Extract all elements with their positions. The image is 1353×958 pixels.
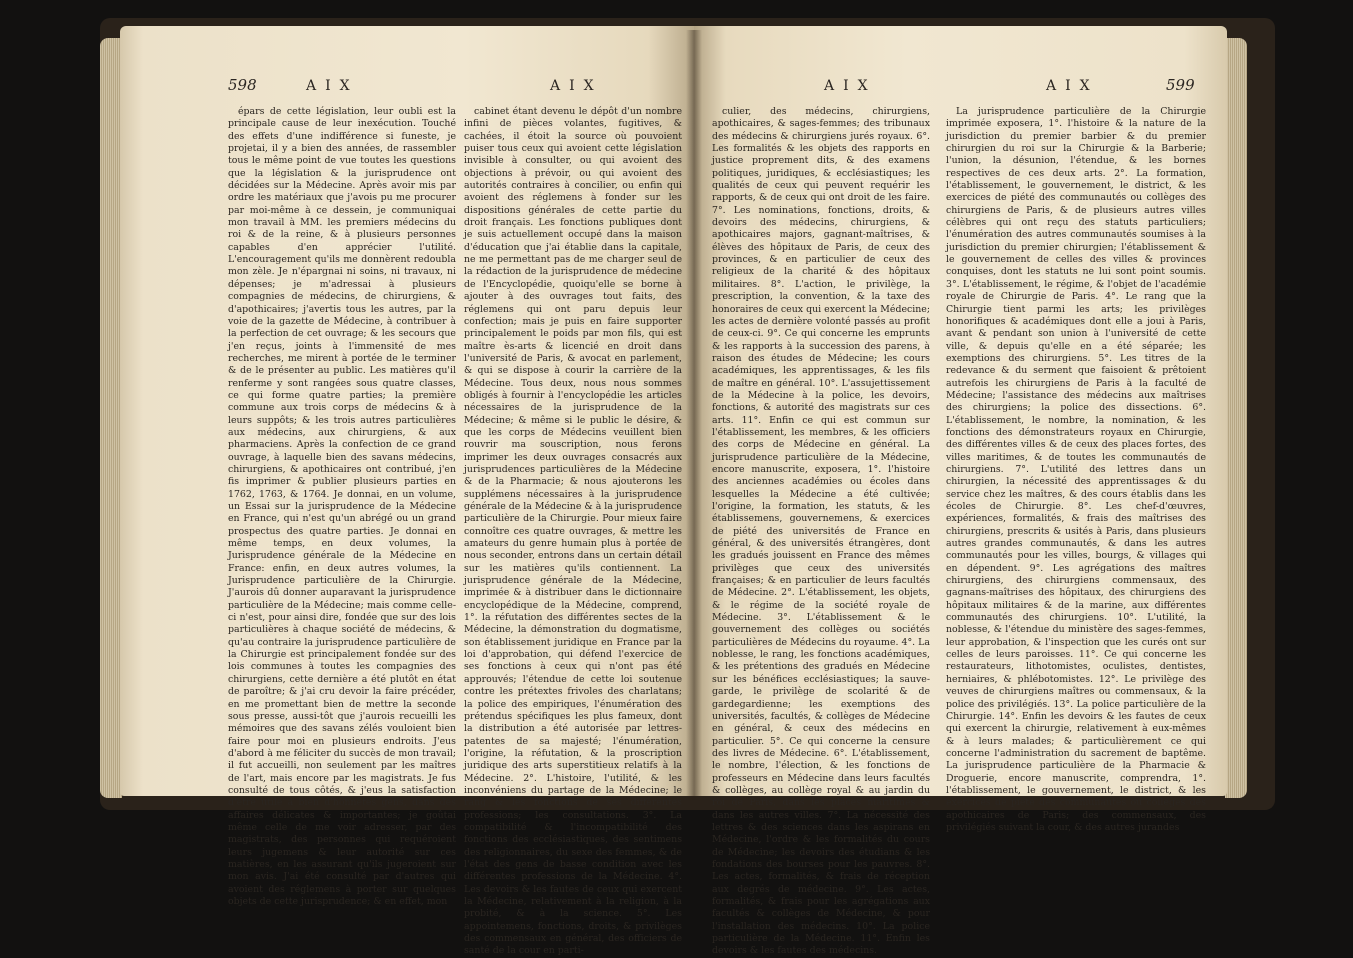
right-column-2 bbox=[946, 106, 1206, 833]
left-column-2-text: cabinet étant devenu le dépôt d'un nombre infini de pièces volantes, fugitives, & cachées, il étoit la source où pouvoient puiser tous ceux qui avoient cette législation invisible à consulter, ou qui avoient des objections à prévoir, ou qui avoient des autorités contraires à concilier, ou enfin qui avoient des réglemens à fonder sur les dispositions générales de cette partie du droit français. Les fonctions publiques dont je suis actuellement occupé dans la maison d'éducation que j'ai établie dans la capitale, ne me permettant pas de me charger seul de la rédaction de la jurisprudence de médecine de l'Encyclopédie, quoiqu'elle se borne à ajouter à des ouvrages tout faits, des réglemens qui ont paru depuis leur confection; mais je puis en faire supporter principalement le poids par mon fils, qui est maître ès-arts & licencié en droit dans l'université de Paris, & avocat en parlement, & qui se dispose à courir la carrière de la Médecine. Tous deux, nous nous sommes obligés à fournir à l'encyclopédie les articles nécessaires de la jurisprudence de la Médecine; & même si le public le désire, & que les corps de Médecins veuillent bien rouvrir ma souscription, nous ferons imprimer les deux ouvrages consacrés aux jurisprudences particulières de la Médecine & de la Pharmacie; & nous ajouterons les supplémens nécessaires à la jurisprudence générale de la Médecine & à la jurisprudence particulière de la Chirurgie. Pour mieux faire connoître ces quatre ouvrages, & mettre les amateurs du genre humain plus à portée de nous seconder, entrons dans un certain détail sur les matières qu'ils contiennent. La jurisprudence générale de la Médecine, imprimée & à distribuer dans le dictionnaire encyclopédique de la Médecine, comprend, 1°. la réfutation des différentes sectes de la Médecine, la démonstration du dogmatisme, son établissement juridique en France par la loi d'approbation, qui défend l'exercice de ses fonctions à ceux qui n'ont pas été approuvés; l'étendue de cette loi soutenue contre les prétextes frivoles des charlatans; la police des empiriques, l'énumération des prétendus spécifiques les plus fameux, dont la distribution a été autorisée par lettres-patentes de sa majesté; l'énumération, l'origine, la réfutation, & la proscription juridique des arts superstitieux relatifs à la Médecine. 2°. L'histoire, l'utilité, & les inconvéniens du partage de la Médecine; le rang & les fonctions de ses différentes professions; les consultations. 3°. La compatibilité & l'incompatibilité des fonctions des ecclésiastiques, des sentimens des religionnaires, du sexe des femmes, & de l'état des gens de basse condition avec les différentes professions de la Médecine. 4°. Les devoirs & les fautes de ceux qui exercent la Médecine, relativement à la religion, à la probité, & à la science. 5°. Les appointemens, fonctions, droits, & privilèges des commensaux en général, des officiers de santé de la cour en parti- bbox=[464, 106, 682, 957]
left-running-head-2: AIX bbox=[550, 78, 603, 94]
left-column-1 bbox=[228, 106, 456, 907]
left-page-edges bbox=[100, 38, 122, 798]
book-gutter bbox=[686, 30, 702, 800]
right-column-1 bbox=[712, 106, 930, 957]
right-column-1-text: culier, des médecins, chirurgiens, apothicaires, & sages-femmes; des tribunaux des médecins & chirurgiens jurés royaux. 6°. Les formalités & les objets des rapports en justice proprement dits, & des examens politiques, juridiques, & ecclésiastiques; les qualités de ceux qui peuvent requérir les rapports, & de ceux qui ont droit de les faire. 7°. Les nominations, fonctions, droits, & devoirs des médecins, chirurgiens, & apothicaires majors, gagnant-maîtrises, & élèves des hôpitaux de Paris, de ceux des provinces, & en particulier de ceux des religieux de la charité & des hôpitaux militaires. 8°. L'action, le privilège, la prescription, la convention, & la taxe des honoraires de ceux qui exercent la Médecine; les actes de dernière volonté passés au profit de ceux-ci. 9°. Ce qui concerne les emprunts & les rapports à la succession des parens, à raison des études de Médecine; les cours académiques, les apprentissages, & les fils de maître en général. 10°. L'assujettissement de la Médecine à la police, les devoirs, fonctions, & autorité des magistrats sur ces arts. 11°. Enfin ce qui est commun sur l'établissement, les membres, & les officiers des corps de Médecine en général. La jurisprudence particulière de la Médecine, encore manuscrite, exposera, 1°. l'histoire des anciennes académies ou écoles dans lesquelles la Médecine a été cultivée; l'origine, la formation, les statuts, & les établissemens, gouvernemens, & exercices de piété des universités de France en général, & des universités étrangères, dont les gradués jouissent en France des mêmes privilèges que ceux des universités françaises; & en particulier de leurs facultés de Médecine. 2°. L'établissement, les objets, & le régime de la société royale de Médecine. 3°. L'établissement & le gouvernement des collèges ou sociétés particulières de Médecins du royaume. 4°. La noblesse, le rang, les fonctions académiques, & les prétentions des gradués en Médecine sur les bénéfices ecclésiastiques; la sauve-garde, le privilège de scolarité & de gardegardienne; les exemptions des universités, facultés, & collèges de Médecine en général, & ceux des médecins en particulier. 5°. Ce qui concerne la censure des livres de Médecine. 6°. L'établissement, le nombre, l'élection, & les fonctions de professeurs en Médecine dans leurs facultés & collèges, au collège royal & au jardin du roi de Paris, dans les places maritimes & dans les autres villes. 7°. La nécessité des lettres & des sciences dans les aspirans en Médecine, l'ordre & les formalités du cours de Médecine; les devoirs des étudians & les fondations des bourses pour les pauvres. 8°. Les actes, formalités, & frais de réception aux degrés de médecine. 9°. Les actes, formalités, & frais pour les agrégations aux facultés & collèges de Médecine, & pour l'installation des médecins. 10°. La police particulière de la Médecine. 11°. Enfin les devoirs & les fautes des médecins. bbox=[712, 106, 930, 957]
right-page-edges bbox=[1225, 38, 1247, 798]
left-page-number: 598 bbox=[228, 76, 257, 94]
right-running-head-1: AIX bbox=[824, 78, 877, 94]
left-page bbox=[120, 26, 694, 957]
left-running-head-1: AIX bbox=[306, 78, 359, 94]
right-page-number: 599 bbox=[1166, 76, 1195, 94]
right-page bbox=[694, 26, 1227, 957]
left-column-1-text: épars de cette législation, leur oubli est la principale cause de leur inexécution. Touché des effets d'une indifférence si funeste, je projetai, il y a bien des années, de rassembler tous le même point de vue toutes les questions que la législation & la jurisprudence ont décidées sur la Médecine. Après avoir mis par ordre les matériaux que j'avois pu me procurer par moi-même à ce dessein, je communiquai mon travail à MM. les premiers médecins du roi & de la reine, & à plusieurs personnes capables d'en apprécier l'utilité. L'encouragement qu'ils me donnèrent redoubla mon zèle. Je n'épargnai ni soins, ni travaux, ni dépenses; je m'adressai à plusieurs compagnies de médecins, de chirurgiens, & d'apothicaires; j'avertis tous les autres, par la voie de la gazette de Médecine, à contribuer à la perfection de cet ouvrage; & les secours que j'en reçus, joints à l'immensité de mes recherches, me mirent à portée de le terminer & de le présenter au public. Les matières qu'il renferme y sont rangées sous quatre classes, ce qui forme quatre parties; la première commune aux trois corps de médecins & à leurs suppôts; & les trois autres particulières aux médecins, aux chirurgiens, & aux pharmaciens. Après la confection de ce grand ouvrage, à laquelle bien des savans médecins, chirurgiens, & apothicaires ont contribué, j'en fis imprimer & publier plusieurs parties en 1762, 1763, & 1764. Je donnai, en un volume, un Essai sur la jurisprudence de la Médecine en France, qui n'est qu'un abrégé ou un grand prospectus des quatre parties. Je donnai en même temps, en deux volumes, la Jurisprudence générale de la Médecine en France: enfin, en deux autres volumes, la Jurisprudence particulière de la Chirurgie. J'aurois dû donner auparavant la jurisprudence particulière de la Médecine; mais comme celle-ci n'est, pour ainsi dire, fondée que sur des lois particulières à chaque société de médecins, & qu'au contraire la jurisprudence particulière de la Chirurgie est principalement fondée sur des lois communes à toutes les compagnies des chirurgiens, cette dernière a été plutôt en état de paroître; & j'ai cru devoir la faire précéder, en me promettant bien de mettre la seconde sous presse, aussi-tôt que j'aurois recueilli les mémoires que des savans zélés vouloient bien faire pour moi en plusieurs endroits. J'eus d'abord à me féliciter du succès de mon travail; il fut accueilli, non seulement par les maîtres de l'art, mais encore par les magistrats. Je fus consulté de tous côtés, & j'eus la satisfaction d'être utile à bien d'honnêtes gens, dans des affaires délicates & importantes; je goûtai même celle de me voir adresser, par des magistrats, des personnes qui requéroient leurs jugemens & leur autorité sur ces matières, en les assurant qu'ils jugeroient sur mon avis. J'ai été consulté par d'autres qui avoient des réglemens à porter sur quelques objets de cette jurisprudence; & en effet, mon bbox=[228, 106, 456, 907]
right-column-2-text: La jurisprudence particulière de la Chirurgie imprimée exposera, 1°. l'histoire & la nature de la jurisdiction du premier barbier & du premier chirurgien du roi sur la Chirurgie & la Barberie; l'union, la désunion, l'étendue, & les bornes respectives de ces deux arts. 2°. La formation, l'établissement, le gouvernement, le district, & les exercices de piété des communautés ou collèges des chirurgiens de Paris, & de plusieurs autres villes célèbres qui ont reçu des statuts particuliers; l'énumération des autres communautés soumises à la jurisdiction du premier chirurgien; l'établissement & le gouvernement de celles des villes & provinces conquises, dont les statuts ne lui sont point soumis. 3°. L'établissement, le régime, & l'objet de l'académie royale de Chirurgie de Paris. 4°. Le rang que la Chirurgie tient parmi les arts; les privilèges honorifiques & académiques dont elle a joui à Paris, avant & pendant son union à l'université de cette ville, & depuis qu'elle en a été séparée; les exemptions des chirurgiens. 5°. Les titres de la redevance & du serment que faisoient & prêtoient autrefois les chirurgiens de Paris à la faculté de Médecine; l'assistance des médecins aux maîtrises des chirurgiens; la police des dissections. 6°. L'établissement, le nombre, la nomination, & les fonctions des démonstrateurs royaux en Chirurgie, des différentes villes & de ceux des places fortes, des villes maritimes, & de toutes les communautés de chirurgiens. 7°. L'utilité des lettres dans un chirurgien, la nécessité des apprentissages & du service chez les maîtres, & des cours établis dans les écoles de Chirurgie. 8°. Les chef-d'œuvres, expériences, formalités, & frais des maîtrises des chirurgiens, prescrits & usités à Paris, dans plusieurs autres grandes communautés, & dans les autres communautés pour les villes, bourgs, & villages qui en dépendent. 9°. Les agrégations des maîtres chirurgiens, des chirurgiens commensaux, des gagnans-maîtrises des hôpitaux, des chirurgiens des hôpitaux militaires & de la marine, aux différentes communautés des chirurgiens. 10°. L'utilité, la noblesse, & l'étendue du ministère des sages-femmes, leur approbation, & l'inspection que les curés ont sur celles de leurs paroisses. 11°. Ce qui concerne les restaurateurs, lithotomistes, oculistes, dentistes, herniaires, & phlébotomistes. 12°. Le privilège des veuves de chirurgiens maîtres ou commensaux, & la police des privilégiés. 13°. La police particulière de la Chirurgie. 14°. Enfin les devoirs & les fautes de ceux qui exercent la chirurgie, relativement à eux-mêmes & à leurs malades; & particulièrement ce qui concerne l'administration du sacrement de baptême. La jurisprudence particulière de la Pharmacie & Droguerie, encore manuscrite, comprendra, 1°. l'établissement, le gouvernement, le district, & les exercices de piété des communautés ou collèges des apothicaires de Paris; des commensaux, des privilégiés suivant la cour, & des autres jurandes bbox=[946, 106, 1206, 833]
left-column-2 bbox=[464, 106, 682, 957]
right-running-head-2: AIX bbox=[1046, 78, 1099, 94]
